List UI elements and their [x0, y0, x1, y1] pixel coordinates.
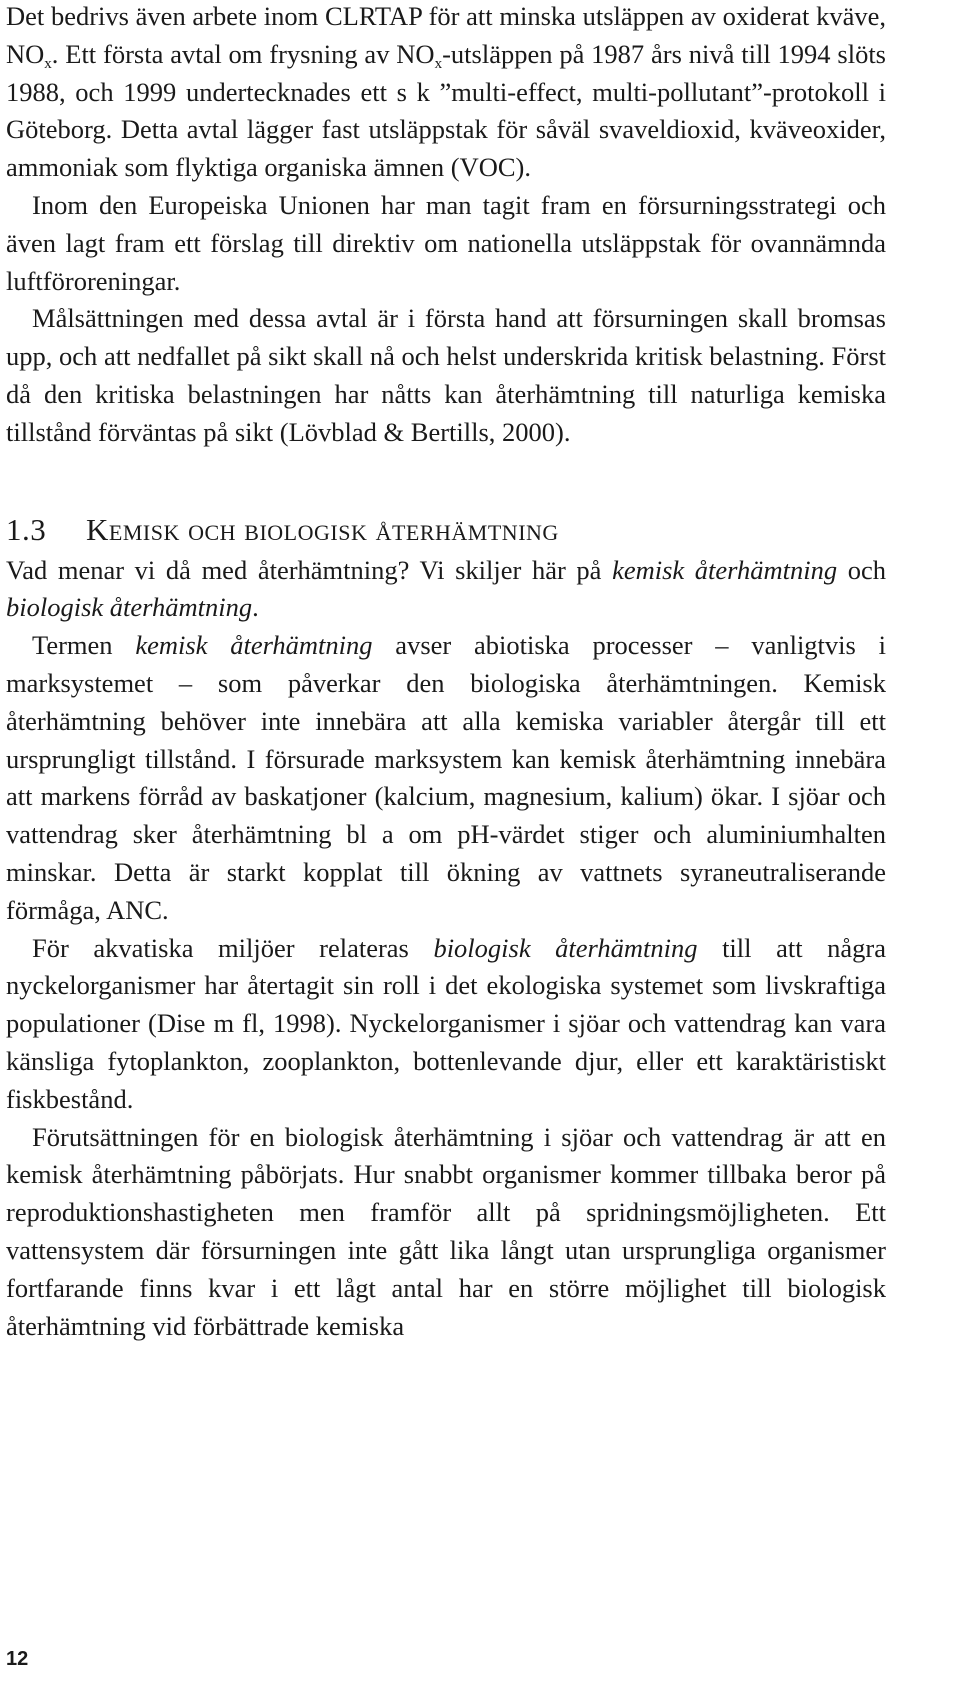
text-run: och [837, 554, 887, 585]
text-run: Termen [32, 630, 136, 661]
paragraph-eu: Inom den Europeiska Unionen har man tagit fram en försurningsstrategi och även lagt fram ett förslag till direktiv om nationella utsläppstak för ovannämnda luftföroreningar. [6, 189, 886, 296]
emphasis: biologisk återhämtning [6, 592, 253, 623]
emphasis: kemisk återhämtning [612, 554, 838, 585]
text-run: Vad menar vi då med återhämtning? Vi skiljer här på [6, 554, 613, 585]
emphasis: biologisk återhämtning [433, 932, 698, 963]
paragraph-biologisk [6, 930, 886, 1119]
text-run: . [252, 592, 259, 623]
emphasis: kemisk återhämtning [135, 630, 373, 661]
subscript: x [434, 55, 443, 72]
paragraph-kemisk [6, 627, 886, 929]
text-run: Det bedrivs även arbete inom CLRTAP för att minska utsläppen av oxiderat kväve, NO [6, 1, 886, 69]
page-number: 12 [6, 1648, 29, 1670]
document-page [6, 0, 886, 1345]
text-run: till att några nyckelorganismer har återtagit sin roll i det ekologiska systemet som livskraftiga populationer (Dise m fl, 1998). Nyckelorganismer i sjöar och vattendrag kan vara känsliga fytoplankton, zooplankton, bottenlevande djur, eller ett karaktäristiskt fiskbestånd. [6, 932, 886, 1114]
paragraph-malsattning: Målsättningen med dessa avtal är i första hand att försurningen skall bromsas upp, och att nedfallet på sikt skall nå och helst underskrida kritisk belastning. Först då den kritiska belastningen har nåtts kan återhämtning till naturliga kemiska tillstånd förväntas på sikt (Lövblad & Bertills, 2000). [6, 303, 886, 447]
text-run: För akvatiska miljöer relateras [32, 932, 434, 963]
text-run: -utsläppen på 1987 års nivå till 1994 slöts 1988, och 1999 undertecknades ett s k ”multi-effect, multi-pollutant”-protokoll i Göteborg. Detta avtal lägger fast utsläppstak för såväl svaveldioxid, kväveoxider, ammoniak som flyktiga organiska ämnen (VOC). [6, 38, 886, 183]
paragraph-clrtap [6, 0, 886, 187]
paragraph-forutsattning: Förutsättningen för en biologisk återhämtning i sjöar och vattendrag är att en kemisk återhämtning påbörjats. Hur snabbt organismer kommer tillbaka beror på reproduktionshastigheten men framför allt på spridningsmöjligheten. Ett vattensystem där försurningen inte gått lika långt utan ursprungliga organismer fortfarande finns kvar i ett lågt antal har en större möjlighet till biologisk återhämtning vid förbättrade kemiska [6, 1121, 886, 1341]
text-run: . Ett första avtal om frysning av NO [51, 38, 435, 69]
text-run: avser abiotiska processer – vanligtvis i marksystemet – som påverkar den biologiska återhämtningen. Kemisk återhämtning behöver inte innebära att alla kemiska variabler återgår till ett ursprungligt tillstånd. I försurade marksystem kan kemisk återhämtning innebära att markens förråd av baskatjoner (kalcium, magnesium, kalium) ökar. I sjöar och vattendrag sker återhämtning bl a om pH-värdet stiger och aluminiumhalten minskar. Detta är starkt kopplat till ökning av vattnets syraneutraliserande förmåga, ANC. [6, 630, 886, 925]
section-number: 1.3 [6, 511, 47, 547]
paragraph-definition [6, 552, 886, 628]
section-heading [6, 510, 886, 550]
subscript: x [44, 55, 52, 72]
section-title: Kemisk och biologisk återhämtning [86, 511, 559, 547]
